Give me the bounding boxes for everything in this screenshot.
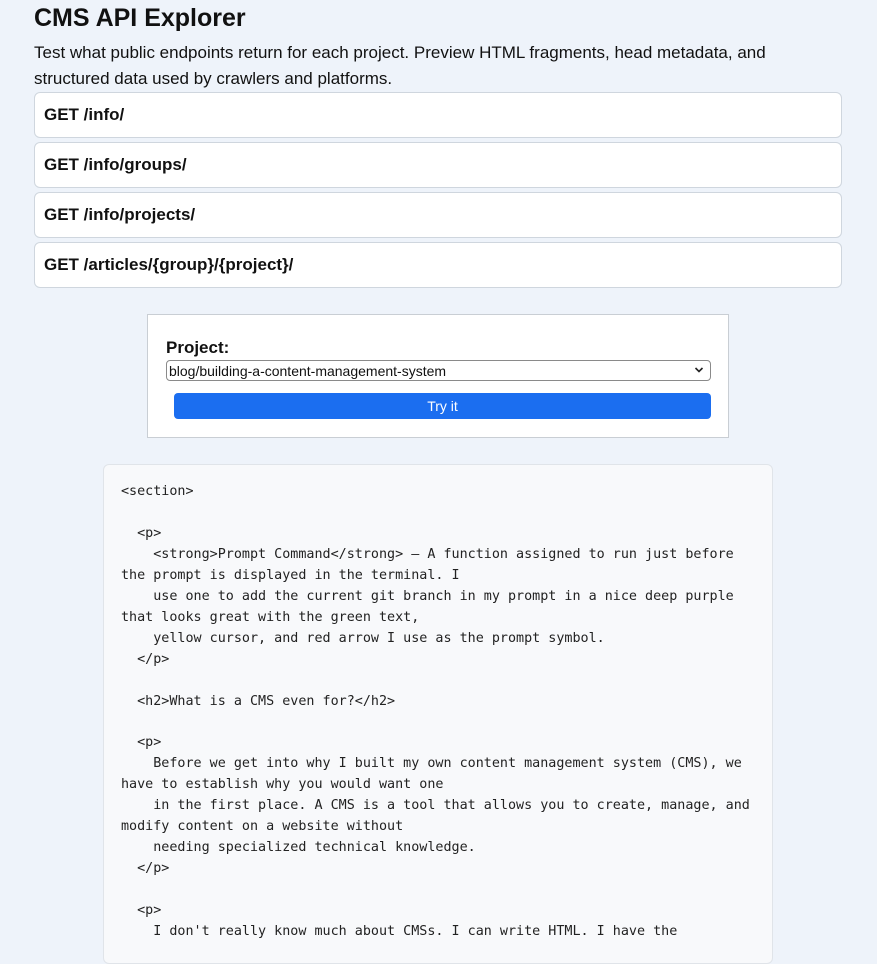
project-select-value: blog/building-a-content-management-system [169,362,447,379]
endpoint-list [34,92,842,292]
endpoint-info-groups[interactable]: GET /info/groups/ [34,142,842,188]
try-it-card [147,314,729,438]
page-title: CMS API Explorer [34,4,246,32]
try-it-button[interactable]: Try it [174,393,711,419]
project-select[interactable] [166,360,711,381]
response-code: <section> <p> <strong>Prompt Command</strong> – A function assigned to run just before the prompt is displayed in the terminal. I use one to add the current git branch in my prompt in a nice deep purple that looks great with the green text, yellow cursor, and red arrow I use as the prompt symbol. </p> <h2>What is a CMS even for?</h2> <p> Before we get into why I built my own content management system (CMS), we have to establish why you would want one in the first place. A CMS is a tool that allows you to create, manage, and modify content on a website without needing specialized technical knowledge. </p> <p> I don't really know much about CMSs. I can write HTML. I have the [121,484,750,940]
endpoint-info-projects[interactable]: GET /info/projects/ [34,192,842,238]
endpoint-info[interactable]: GET /info/ [34,92,842,138]
page-description: Test what public endpoints return for each project. Preview HTML fragments, head metadata, and structured data used by crawlers and platforms. [34,43,766,88]
chevron-down-icon [694,365,704,375]
project-label: Project: [166,338,230,357]
response-panel[interactable] [103,464,773,964]
endpoint-articles[interactable]: GET /articles/{group}/{project}/ [34,242,842,288]
